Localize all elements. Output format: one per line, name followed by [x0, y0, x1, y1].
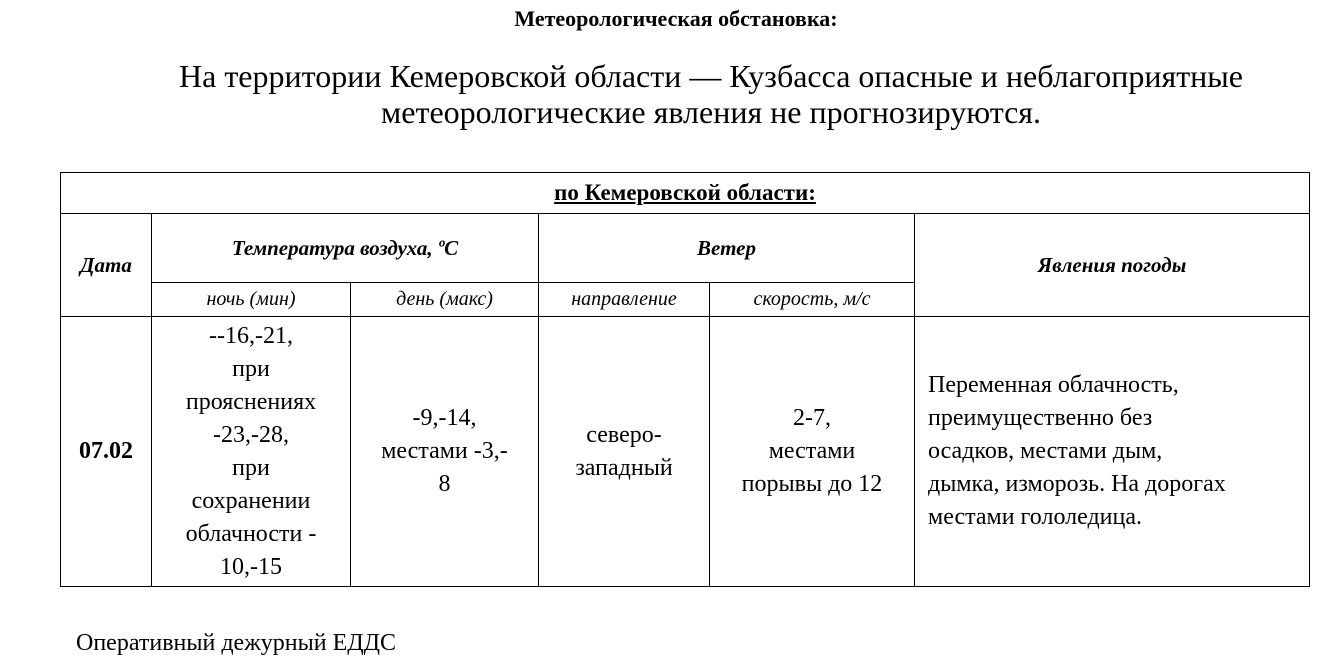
- header-wind: Ветер: [539, 214, 915, 283]
- cell-speed: [710, 317, 915, 587]
- footer-signature: Оперативный дежурный ЕДДС: [76, 630, 397, 656]
- weather-phenomena: Переменная облачность, преимущественно без осадков, местами дым, дымка, изморозь. На дорогах местами гололедица.: [928, 372, 1226, 530]
- table-row: [61, 317, 1310, 587]
- cell-phenomena: [915, 317, 1310, 587]
- wind-speed: 2-7, местами порывы до 12: [741, 405, 883, 497]
- cell-day: [351, 317, 539, 587]
- forecast-table: [60, 172, 1310, 587]
- header-day: день (макс): [351, 283, 539, 317]
- wind-direction: северо- западный: [575, 421, 673, 481]
- page-heading: Метеорологическая обстановка:: [514, 6, 838, 31]
- cell-night: [152, 317, 351, 587]
- header-night: ночь (мин): [152, 283, 351, 317]
- header-row-main: [61, 214, 1310, 283]
- region-title-cell: [61, 173, 1310, 214]
- forecast-statement: На территории Кемеровской области — Кузбасса опасные и неблагоприятные метеорологические явления не прогнозируются.: [179, 58, 1243, 130]
- region-row: [61, 173, 1310, 214]
- header-speed: скорость, м/с: [710, 283, 915, 317]
- cell-direction: [539, 317, 710, 587]
- header-phenomena: Явления погоды: [915, 214, 1310, 317]
- cell-date: 07.02: [61, 317, 152, 587]
- day-temperature: -9,-14, местами -3,- 8: [381, 405, 508, 497]
- header-date: Дата: [61, 214, 152, 317]
- header-direction: направление: [539, 283, 710, 317]
- region-title: по Кемеровской области:: [554, 180, 816, 205]
- night-temperature: --16,-21, при прояснениях -23,-28, при сохранении облачности - 10,-15: [185, 322, 317, 580]
- header-temperature: Температура воздуха, ºС: [152, 214, 539, 283]
